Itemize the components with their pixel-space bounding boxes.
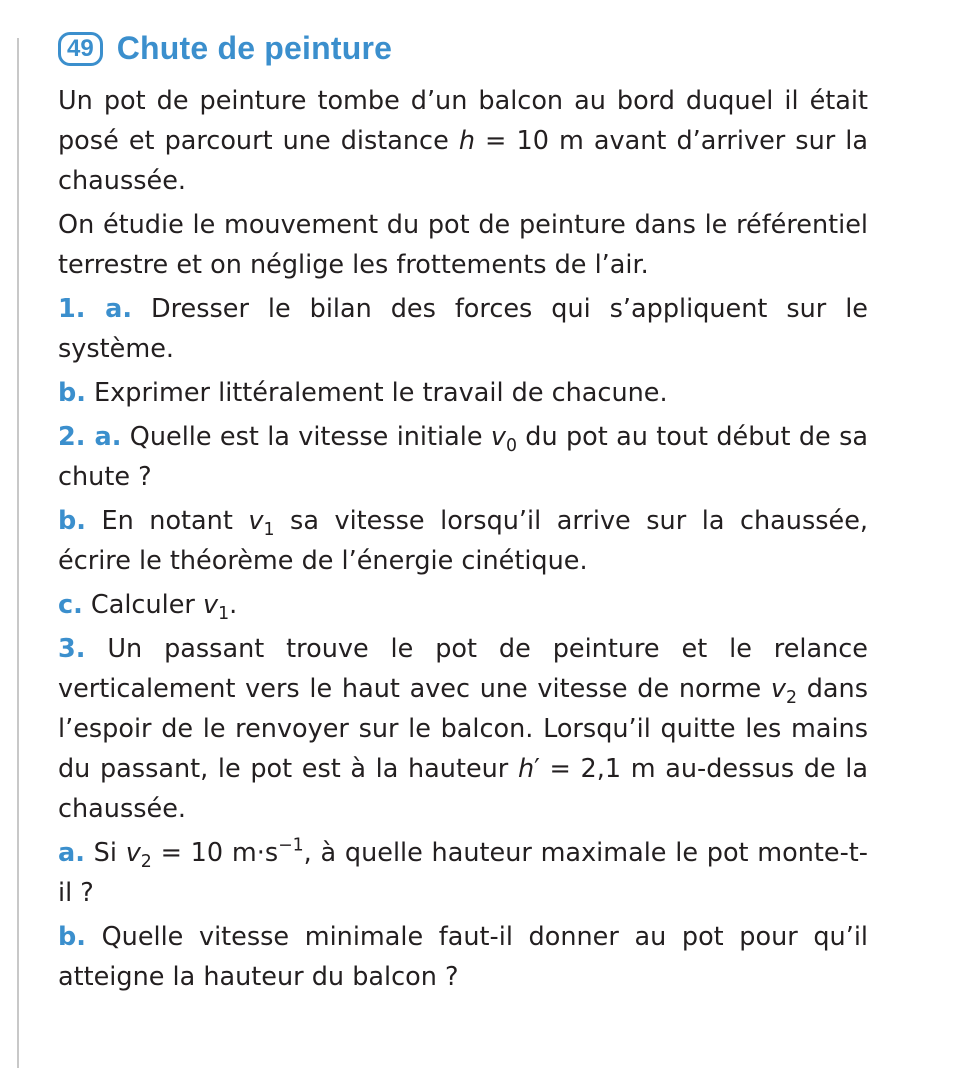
question-text: Calculer	[82, 590, 203, 620]
question-3-intro	[58, 629, 868, 829]
subscript: 1	[218, 604, 230, 625]
question-2c	[58, 585, 868, 625]
var-v: v	[770, 674, 786, 704]
intro-text: = 10 m avant d’arriver sur la chaussée.	[58, 126, 869, 196]
question-text: En notant	[85, 506, 249, 536]
subscript: 2	[786, 688, 798, 709]
question-text: , à quelle hauteur maximale le pot monte-t-il ?	[58, 838, 868, 908]
var-v: v	[202, 590, 219, 620]
intro-text: Un pot de peinture tombe d’un balcon au bord duquel il était posé et parcourt une distance	[58, 86, 868, 156]
var-h: h	[517, 754, 535, 784]
question-marker: 3.	[58, 634, 86, 664]
question-text: Quelle vitesse minimale faut-il donner au pot pour qu’il atteigne la hauteur du balcon ?	[58, 922, 868, 992]
var-v: v	[490, 422, 506, 452]
exercise-card	[58, 30, 868, 1001]
question-text: sa vitesse lorsqu’il arrive sur la chaussée, écrire le théorème de l’énergie cinétique.	[58, 506, 869, 576]
question-marker: 2. a.	[58, 422, 122, 452]
question-marker: c.	[58, 590, 83, 620]
subscript: 1	[263, 520, 275, 541]
question-text: Exprimer littéralement le travail de chacune.	[85, 378, 668, 408]
var-v: v	[125, 838, 141, 868]
var-h: h	[458, 126, 475, 156]
exercise-header	[58, 30, 868, 67]
question-2b	[58, 501, 868, 581]
question-text: Quelle est la vitesse initiale	[121, 422, 491, 452]
margin-rule	[17, 38, 19, 1068]
question-marker: b.	[58, 378, 86, 408]
question-text: ′ = 2,1 m au-dessus de la chaussée.	[58, 754, 868, 824]
intro-paragraph-1	[58, 81, 868, 201]
question-text: .	[229, 590, 238, 620]
question-text: dans l’espoir de le renvoyer sur le balcon. Lorsqu’il quitte les mains du passant, le pot est à la hauteur	[58, 674, 869, 784]
question-2a	[58, 417, 868, 497]
question-text: Un passant trouve le pot de peinture et le relance verticalement vers le haut avec une vitesse de norme	[58, 634, 868, 704]
question-1b	[58, 373, 868, 413]
var-v: v	[248, 506, 264, 536]
question-marker: a.	[58, 838, 85, 868]
question-text: = 10 m·s	[151, 838, 279, 868]
exercise-number-badge: 49	[58, 32, 103, 66]
question-marker: 1. a.	[58, 294, 133, 324]
intro-paragraph-2: On étudie le mouvement du pot de peinture dans le référentiel terrestre et on néglige les frottements de l’air.	[58, 210, 868, 280]
question-text: du pot au tout début de sa chute ?	[58, 422, 868, 492]
question-marker: b.	[58, 506, 86, 536]
question-3a	[58, 833, 868, 913]
subscript: 0	[505, 436, 517, 457]
question-1a	[58, 289, 868, 369]
question-marker: b.	[58, 922, 86, 952]
question-text: Dresser le bilan des forces qui s’appliquent sur le système.	[58, 294, 868, 364]
question-3b	[58, 917, 868, 997]
question-text: Si	[84, 838, 126, 868]
subscript: 2	[140, 852, 152, 873]
superscript: −1	[278, 835, 304, 856]
exercise-title: Chute de peinture	[116, 30, 393, 66]
